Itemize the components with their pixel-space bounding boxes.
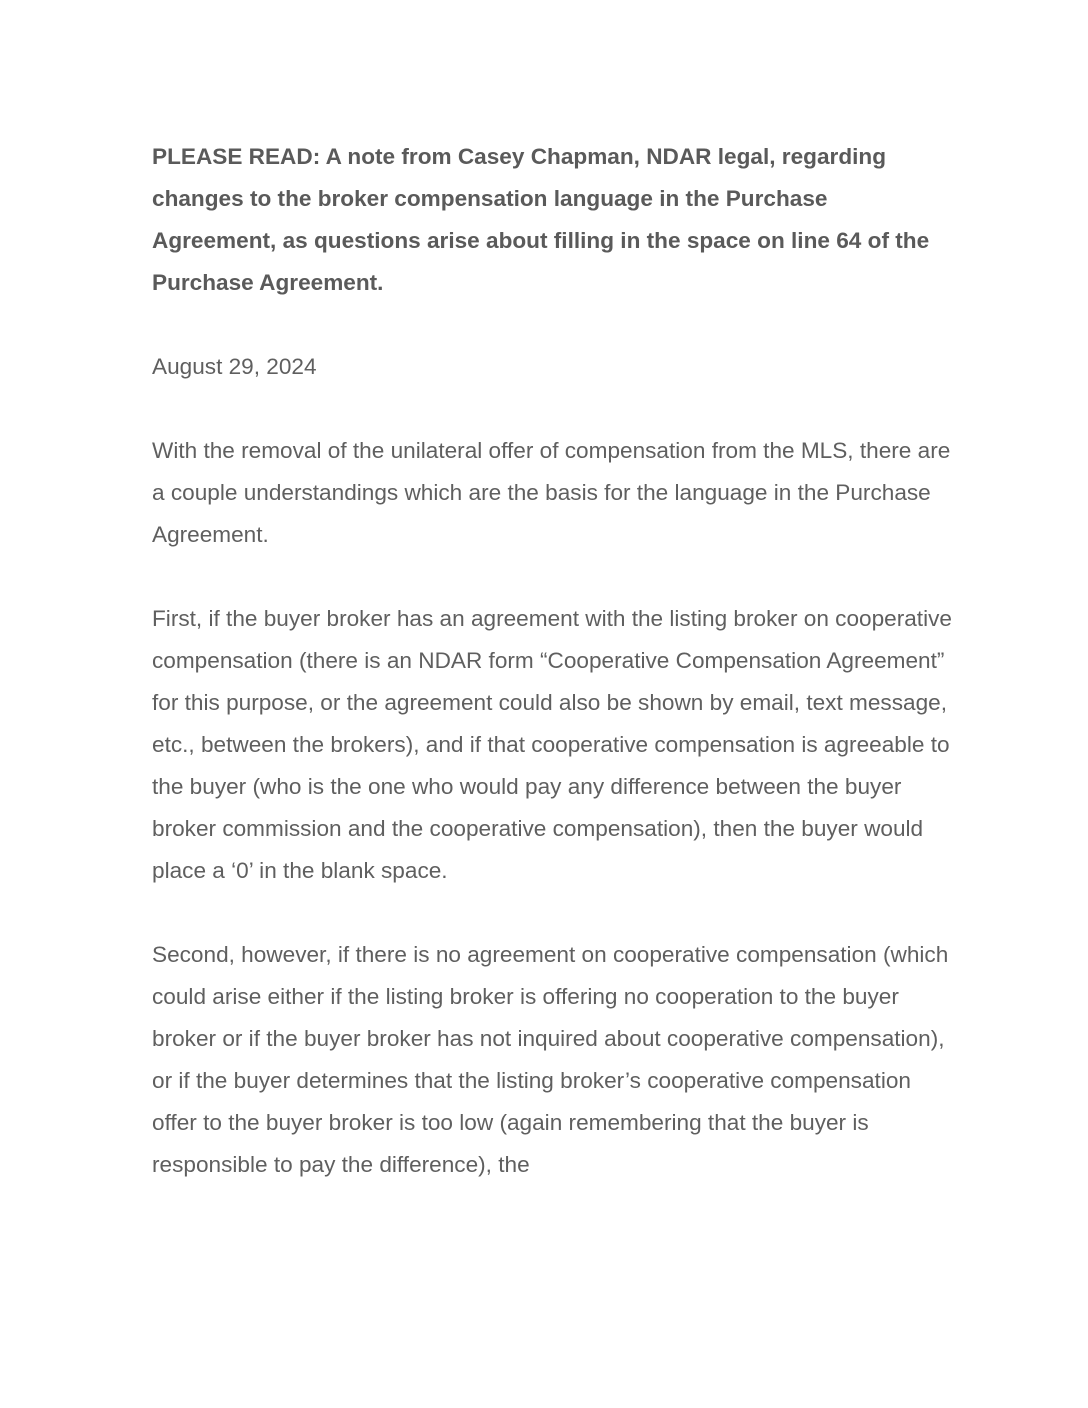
document-heading: PLEASE READ: A note from Casey Chapman, NDAR legal, regarding changes to the broker compensation language in the Purchase Agreement, as questions arise about filling in the space on line 64 of the Purchase Agreement.	[152, 144, 930, 295]
paragraph-intro: With the removal of the unilateral offer of compensation from the MLS, there are a couple understandings which are the basis for the language in the Purchase Agreement.	[152, 438, 951, 547]
paragraph-second: Second, however, if there is no agreement on cooperative compensation (which could arise either if the listing broker is offering no cooperation to the buyer broker or if the buyer broker has not inquired about cooperative compensation), or if the buyer determines that the listing broker’s cooperative compensation offer to the buyer broker is too low (again remembering that the buyer is responsible to pay the difference), the	[152, 942, 949, 1177]
paragraph-first: First, if the buyer broker has an agreement with the listing broker on cooperative compensation (there is an NDAR form “Cooperative Compensation Agreement” for this purpose, or the agreement could also be shown by email, text message, etc., between the brokers), and if that cooperative compensation is agreeable to the buyer (who is the one who would pay any difference between the buyer broker commission and the cooperative compensation), then the buyer would place a ‘0’ in the blank space.	[152, 606, 952, 883]
document-page	[152, 136, 952, 1186]
document-date: August 29, 2024	[152, 354, 317, 379]
